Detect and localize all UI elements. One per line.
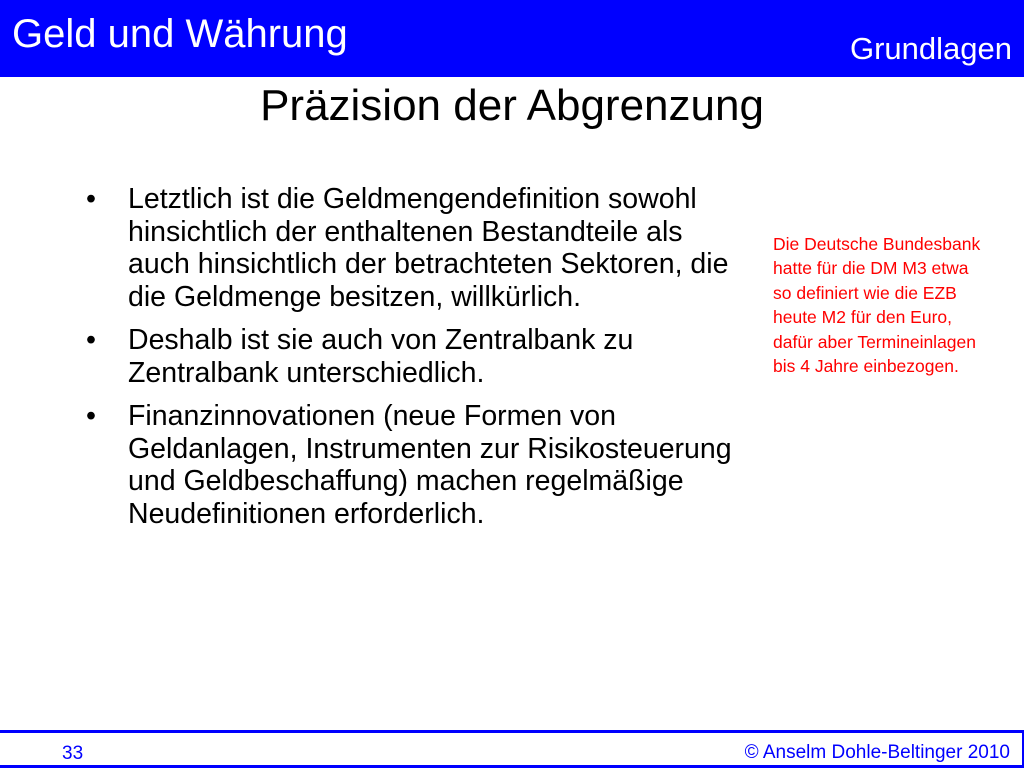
bullet-item: [80, 324, 740, 389]
footer-bar: [0, 730, 1024, 768]
page-number: 33: [62, 743, 84, 764]
header-bar: [0, 0, 1024, 77]
bullet-item: [80, 400, 740, 530]
bullet-marker: •: [86, 183, 96, 215]
bullet-marker: •: [86, 324, 96, 356]
bullet-text: Letztlich ist die Geldmengendefinition sowohl hinsichtlich der enthaltenen Bestandteile als auch hinsichtlich der betrachteten Sektoren, die die Geldmenge besitzen, willkürlich.: [128, 183, 729, 313]
bullet-text: Deshalb ist sie auch von Zentralbank zu Zentralbank unterschiedlich.: [128, 324, 634, 389]
bullet-marker: •: [86, 400, 96, 432]
copyright-notice: © Anselm Dohle-Beltinger 2010: [744, 742, 1010, 763]
bullet-item: [80, 183, 740, 313]
header-section-label: Grundlagen: [849, 31, 1012, 66]
side-note: Die Deutsche Bundesbank hatte für die DM M3 etwa so definiert wie die EZB heute M2 für den Euro, dafür aber Termineinlagen bis 4 Jahre einbezogen.: [773, 234, 981, 377]
footer-panel: [0, 733, 1022, 765]
bullet-text: Finanzinnovationen (neue Formen von Geldanlagen, Instrumenten zur Risikosteuerung und Geldbeschaffung) machen regelmäßige Neudefinitionen erforderlich.: [128, 400, 732, 530]
header-title: Geld und Währung: [12, 12, 348, 56]
bullet-list: [80, 183, 740, 541]
slide-title: Präzision der Abgrenzung: [260, 81, 764, 130]
